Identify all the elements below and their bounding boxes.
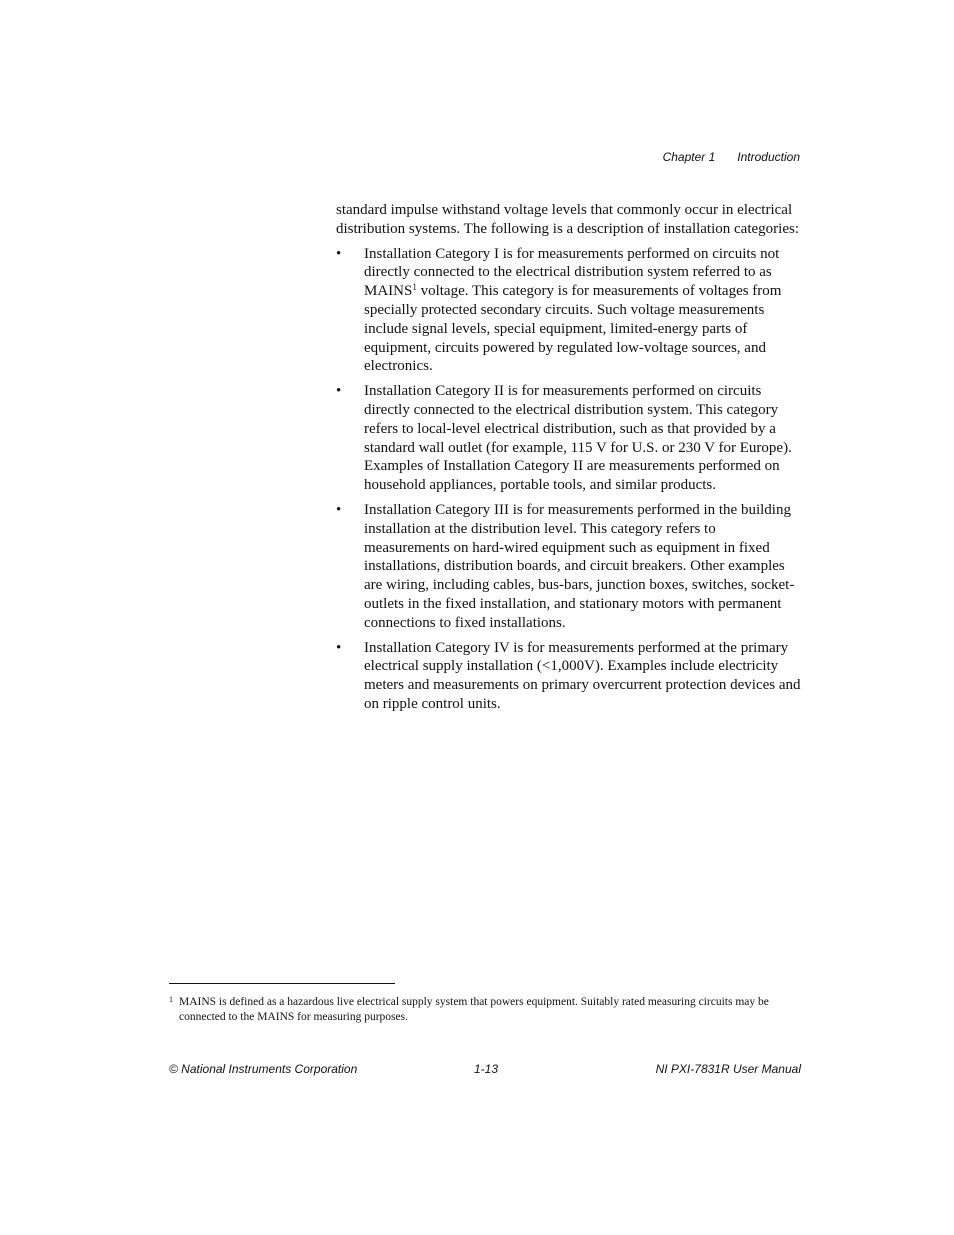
page-number: 1-13 — [474, 1062, 499, 1076]
list-item-category-1 — [336, 245, 804, 377]
installation-category-list — [336, 245, 804, 714]
intro-paragraph: standard impulse withstand voltage levels that commonly occur in electrical distribution systems. The following is a description of installation categories: — [336, 202, 799, 237]
list-item-category-4 — [336, 639, 804, 714]
category-3-text: Installation Category III is for measurements performed in the building installation at the distribution level. This category refers to measurements on hard-wired equipment such as equipment in fixed installations, distribution boards, and circuit breakers. Other examples are wiring, including cables, bus-bars, junction boxes, switches, socket-outlets in the fixed installation, and stationary motors with permanent connections to fixed installations. — [364, 501, 795, 631]
footnote — [169, 995, 804, 1024]
list-item-category-3 — [336, 501, 804, 633]
footer-copyright: © National Instruments Corporation — [169, 1062, 358, 1076]
category-1-text-start: Installation Category I is for measurements performed on circuits not directly connected to the electrical distribution system referred to as MAINS — [364, 245, 780, 300]
footnote-number: 1 — [169, 995, 173, 1004]
footnote-text: MAINS is defined as a hazardous live electrical supply system that powers equipment. Suitably rated measuring circuits may be connected to the MAINS for measuring purposes. — [179, 996, 769, 1023]
header-chapter: Chapter 1 — [662, 150, 716, 164]
header-section: Introduction — [737, 150, 800, 164]
category-2-text: Installation Category II is for measurements performed on circuits directly connected to the electrical distribution system. This category refers to local-level electrical distribution, such as that provided by a standard wall outlet (for example, 115 V for U.S. or 230 V for Europe). Examples of Installation Category II are measurements performed on household appliances, portable tools, and similar products. — [364, 383, 792, 494]
page-footer — [169, 1062, 801, 1078]
running-header — [663, 150, 800, 164]
body-text — [336, 201, 804, 720]
footer-manual-title: NI PXI-7831R User Manual — [655, 1062, 801, 1076]
bullet-icon: • — [336, 501, 342, 518]
footnote-divider — [169, 983, 395, 984]
footnote-reference[interactable]: 1 — [412, 282, 417, 293]
bullet-icon: • — [336, 383, 342, 400]
bullet-icon: • — [336, 639, 342, 656]
list-item-category-2 — [336, 382, 804, 495]
bullet-icon: • — [336, 245, 342, 262]
category-1-text-end: voltage. This category is for measurements of voltages from specially protected secondary circuits. Such voltage measurements include signal levels, special equipment, limited-energy parts of equipment, circuits powered by regulated low-voltage sources, and electronics. — [364, 283, 782, 375]
category-4-text: Installation Category IV is for measurements performed at the primary electrical supply installation (<1,000V). Examples include electricity meters and measurements on primary overcurrent protection devices and on ripple control units. — [364, 639, 801, 712]
